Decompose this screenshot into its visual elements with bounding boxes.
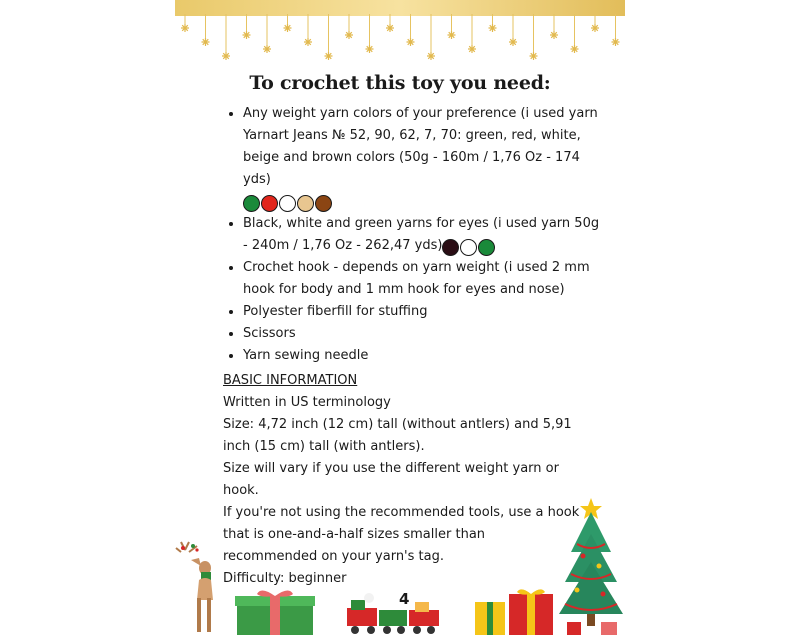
toy-train-illustration — [345, 592, 445, 635]
reindeer-illustration — [175, 540, 225, 635]
snowflake-icon — [263, 45, 271, 53]
snowflake-icon — [468, 45, 476, 53]
snowflake-icon — [284, 24, 292, 32]
yarn-ball-swatch — [297, 195, 314, 212]
yarn-ball-swatch — [442, 239, 459, 256]
page-title: To crochet this toy you need: — [249, 72, 551, 94]
hook-note-line: If you're not using the recommended tools, use a hook that is one-and-a-half sizes smaller than recommended on your yarn's tag. — [223, 505, 580, 564]
list-item — [243, 103, 603, 213]
page-number: 4 — [399, 590, 410, 608]
yarn-ball-swatch — [460, 239, 477, 256]
snowflake-icon — [243, 31, 251, 39]
yarn-ball-swatch — [243, 195, 260, 212]
yarn-ball-swatch — [478, 239, 495, 256]
snowflake-icon — [325, 52, 333, 60]
list-item — [243, 301, 603, 323]
materials-list — [223, 103, 603, 367]
list-item — [243, 345, 603, 367]
snowflake-garland — [175, 0, 625, 66]
snowflake-icon — [530, 52, 538, 60]
snowflake-icon — [612, 38, 620, 46]
item-fiberfill-text: Polyester fiberfill for stuffing — [243, 304, 428, 319]
item-hook-text: Crochet hook - depends on yarn weight (i used 2 mm hook for body and 1 mm hook for eyes and nose) — [243, 260, 590, 297]
snowflake-icon — [202, 38, 210, 46]
snowflake-icon — [509, 38, 517, 46]
item-yarn-text: Any weight yarn colors of your preference (i used yarn Yarnart Jeans № 52, 90, 62, 7, 70: green, red, white, beige and brown colors (50g - 160m / 1,76 Oz - 174 yds) — [243, 106, 598, 187]
list-item — [243, 323, 603, 345]
list-item — [243, 257, 603, 301]
yarn-ball-swatch — [279, 195, 296, 212]
eye-yarn-color-swatches — [442, 237, 496, 255]
yarn-ball-swatch — [261, 195, 278, 212]
size-note-line: Size will vary if you use the different weight yarn or hook. — [223, 461, 559, 498]
item-needle-text: Yarn sewing needle — [243, 348, 369, 363]
list-item — [243, 213, 603, 257]
section-heading: BASIC INFORMATION — [223, 373, 358, 388]
snowflake-icon — [386, 24, 394, 32]
christmas-tree-illustration — [557, 494, 625, 635]
snowflake-icon — [427, 52, 435, 60]
snowflake-icon — [591, 24, 599, 32]
snowflake-icon — [181, 24, 189, 32]
size-line: Size: 4,72 inch (12 cm) tall (without antlers) and 5,91 inch (15 cm) tall (with antlers). — [223, 417, 572, 454]
gift-boxes-illustration — [471, 586, 561, 635]
snowflake-icon — [571, 45, 579, 53]
snowflake-icon — [448, 31, 456, 39]
snowflake-icon — [345, 31, 353, 39]
basic-information — [223, 370, 583, 590]
yarn-color-swatches — [243, 193, 333, 211]
yarn-ball-swatch — [315, 195, 332, 212]
difficulty-line: Difficulty: beginner — [223, 571, 347, 586]
snowflake-icon — [366, 45, 374, 53]
snowflake-icon — [489, 24, 497, 32]
pattern-page — [175, 0, 625, 635]
terminology-line: Written in US terminology — [223, 395, 391, 410]
snowflake-icon — [550, 31, 558, 39]
snowflake-icon — [222, 52, 230, 60]
snowflake-icon — [304, 38, 312, 46]
item-scissors-text: Scissors — [243, 326, 296, 341]
item-eye-yarn-text: Black, white and green yarns for eyes (i used yarn 50g - 240m / 1,76 Oz - 262,47 yds) — [243, 216, 600, 253]
gift-box-illustration — [235, 588, 315, 635]
snowflake-icon — [407, 38, 415, 46]
